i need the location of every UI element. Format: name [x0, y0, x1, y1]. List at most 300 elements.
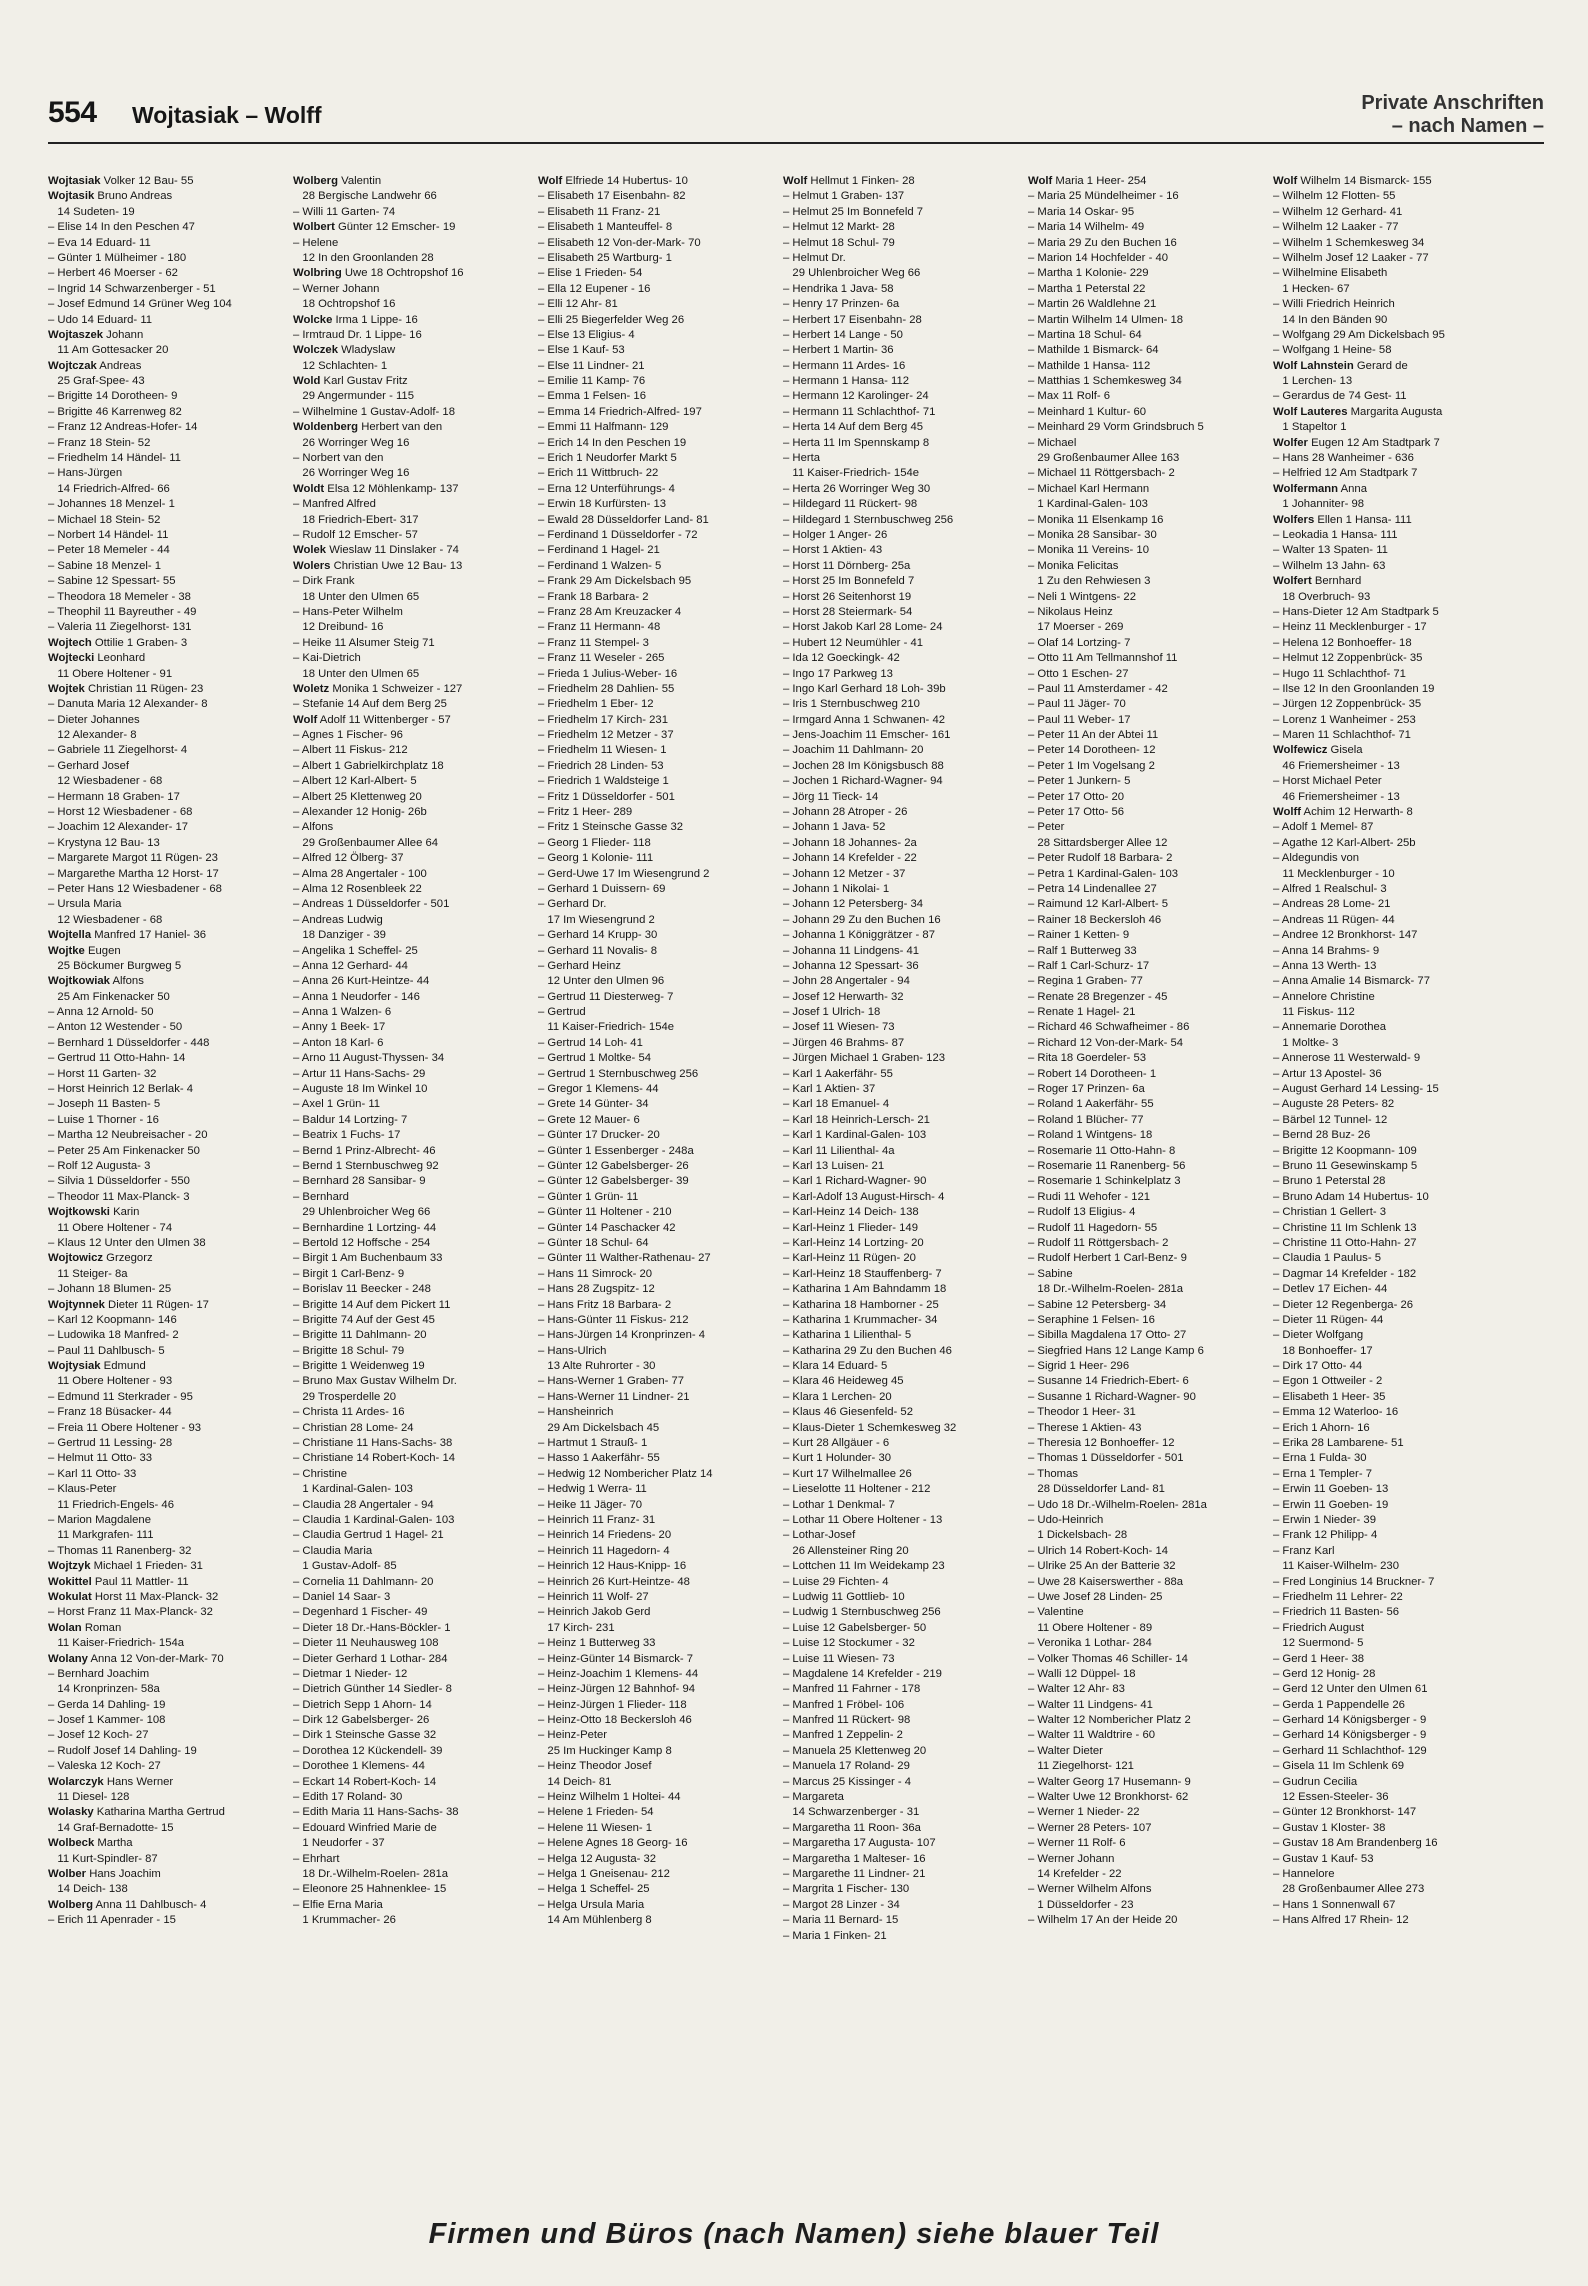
directory-entry: [1028, 466, 1268, 481]
directory-entry: [1028, 282, 1268, 297]
entry-details: – Anton 12 Westender - 50: [48, 1021, 183, 1034]
entry-details: – Silvia 1 Düsseldorfer - 550: [48, 1175, 190, 1188]
entry-details: – Magdalene 14 Krefelder - 219: [783, 1667, 942, 1680]
entry-details: – Renate 28 Bregenzer - 45: [1028, 990, 1168, 1003]
entry-details: – Annemarie Dorothea: [1273, 1021, 1387, 1034]
entry-surname: Wolasky: [48, 1806, 94, 1819]
entry-details: – Hermann 12 Karolinger- 24: [783, 390, 929, 403]
directory-entry: [538, 1682, 778, 1697]
entry-details: – Mathilde 1 Bismarck- 64: [1028, 344, 1159, 357]
directory-entry: [538, 1436, 778, 1451]
directory-entry: [538, 297, 778, 312]
entry-details: – Martin Wilhelm 14 Ulmen- 18: [1028, 313, 1184, 326]
directory-entry: [783, 713, 1023, 728]
directory-entry: [783, 1836, 1023, 1851]
directory-entry: [538, 682, 778, 697]
entry-details: – Johann 1 Java- 52: [783, 821, 886, 834]
section-title: [1361, 92, 1544, 138]
entry-details: – Katharina 1 Lilienthal- 5: [783, 1329, 912, 1342]
entry-details: – Gerhard 1 Duissern- 69: [538, 882, 666, 895]
entry-details: – Friedhelm 28 Dahlien- 55: [538, 682, 675, 695]
entry-details: – Rita 18 Goerdeler- 53: [1028, 1052, 1147, 1065]
directory-entry: [293, 820, 533, 835]
directory-entry: [1028, 867, 1268, 882]
entry-details: Grzegorz: [103, 1252, 153, 1265]
directory-entry: [1028, 1328, 1268, 1343]
directory-entry: [1028, 974, 1268, 989]
directory-entry: [783, 1174, 1023, 1189]
directory-entry: [293, 1728, 533, 1743]
directory-entry: [1273, 774, 1513, 789]
directory-entry: [293, 1451, 533, 1466]
entry-details: – Werner 28 Peters- 107: [1028, 1821, 1152, 1834]
entry-details: – Brigitte 74 Auf der Gest 45: [293, 1313, 435, 1326]
directory-entry: [783, 928, 1023, 943]
directory-entry: [293, 651, 533, 666]
directory-entry: [1273, 1036, 1513, 1051]
entry-details: 14 Schwarzenberger - 31: [783, 1806, 920, 1819]
directory-entry: [1273, 1559, 1513, 1574]
directory-entry: [1273, 1682, 1513, 1697]
entry-details: – Helmut 12 Markt- 28: [783, 221, 895, 234]
directory-entry: [1273, 466, 1513, 481]
entry-details: – Alfons: [293, 821, 334, 834]
entry-details: – Klaus 46 Giesenfeld- 52: [783, 1406, 913, 1419]
directory-entry: [48, 1744, 288, 1759]
entry-details: – Peter 25 Am Finkenacker 50: [48, 1144, 200, 1157]
entry-details: – Horst 1 Aktien- 43: [783, 544, 883, 557]
entry-details: – Gerardus de 74 Gest- 11: [1273, 390, 1407, 403]
directory-entry: [1273, 1067, 1513, 1082]
directory-entry: [538, 1282, 778, 1297]
entry-details: Andreas: [96, 359, 142, 372]
entry-details: Leonhard: [94, 652, 146, 665]
directory-entry: [783, 1898, 1023, 1913]
directory-entry: [48, 1790, 288, 1805]
entry-details: – Claudia Gertrud 1 Hagel- 21: [293, 1529, 444, 1542]
entry-details: – Margarethe 11 Lindner- 21: [783, 1867, 926, 1880]
entry-details: – Valeska 12 Koch- 27: [48, 1760, 161, 1773]
entry-details: Elsa 12 Möhlenkamp- 137: [324, 482, 459, 495]
directory-entry: [1028, 1159, 1268, 1174]
entry-details: – Ingo Karl Gerhard 18 Loh- 39b: [783, 682, 946, 695]
entry-details: – Margarethe Martha 12 Horst- 17: [48, 867, 219, 880]
directory-entry: [48, 297, 288, 312]
directory-entry: [783, 1467, 1023, 1482]
directory-entry: [293, 205, 533, 220]
entry-details: – Alfred 1 Realschul- 3: [1273, 882, 1387, 895]
entry-details: – Dorothee 1 Klemens- 44: [293, 1760, 425, 1773]
directory-entry: [1028, 928, 1268, 943]
directory-entry: [538, 1405, 778, 1420]
entry-details: – Roger 17 Prinzen- 6a: [1028, 1083, 1145, 1096]
entry-details: – Hedwig 1 Werra- 11: [538, 1483, 647, 1496]
directory-entry: [1273, 1097, 1513, 1112]
entry-details: – Bernhardine 1 Lortzing- 44: [293, 1221, 437, 1234]
directory-entry: [48, 1836, 288, 1851]
directory-entry: [1028, 559, 1268, 574]
directory-entry: [48, 1313, 288, 1328]
directory-entry: [293, 1020, 533, 1035]
entry-details: – Karl-Heinz 18 Stauffenberg- 7: [783, 1267, 942, 1280]
directory-entry: [48, 1698, 288, 1713]
directory-entry: [1273, 1298, 1513, 1313]
directory-entry: [293, 236, 533, 251]
entry-details: – Thomas: [1028, 1467, 1079, 1480]
directory-entry: [783, 1698, 1023, 1713]
directory-entry: [538, 1821, 778, 1836]
directory-entry: [48, 1451, 288, 1466]
directory-entry: [48, 1328, 288, 1343]
entry-details: 46 Friemersheimer - 13: [1273, 790, 1400, 803]
directory-entry: [1028, 1405, 1268, 1420]
directory-entry: [1028, 1728, 1268, 1743]
directory-entry: [1273, 1513, 1513, 1528]
directory-entry: [48, 1713, 288, 1728]
entry-details: – Günter 1 Grün- 11: [538, 1190, 639, 1203]
directory-entry: [538, 636, 778, 651]
entry-details: – Bernhard 28 Sansibar- 9: [293, 1175, 426, 1188]
directory-entry: [783, 574, 1023, 589]
entry-details: 11 Obere Holtener - 91: [48, 667, 173, 680]
entry-details: 12 Dreibund- 16: [293, 621, 384, 634]
entry-details: – Hermann 11 Schlachthof- 71: [783, 405, 936, 418]
entry-details: – Rolf 12 Augusta- 3: [48, 1160, 151, 1172]
directory-entry: [48, 1236, 288, 1251]
directory-entry: [293, 1067, 533, 1082]
directory-entry: [293, 359, 533, 374]
directory-entry: [538, 1775, 778, 1790]
entry-details: – Gerhard 14 Krupp- 30: [538, 929, 658, 942]
entry-details: Gisela: [1327, 744, 1363, 757]
directory-entry: [48, 1205, 288, 1220]
directory-entry: [293, 974, 533, 989]
directory-entry: [293, 1867, 533, 1882]
directory-entry: [538, 220, 778, 235]
directory-entry: [48, 605, 288, 620]
directory-entry: [783, 1221, 1023, 1236]
entry-details: Roman: [81, 1621, 122, 1634]
entry-details: 12 In den Groonlanden 28: [293, 251, 434, 264]
entry-details: – Roland 1 Blücher- 77: [1028, 1113, 1144, 1126]
entry-details: – Johanna 12 Spessart- 36: [783, 959, 919, 972]
entry-details: – Dieter Gerhard 1 Lothar- 284: [293, 1652, 448, 1665]
entry-details: – Jürgen Michael 1 Graben- 123: [783, 1052, 946, 1065]
directory-entry: [538, 282, 778, 297]
entry-details: 11 Fiskus- 112: [1273, 1006, 1355, 1019]
entry-surname: Wojtek: [48, 682, 85, 695]
directory-entry: [293, 1313, 533, 1328]
directory-entry: [293, 1513, 533, 1528]
entry-details: – Therese 1 Aktien- 43: [1028, 1421, 1142, 1434]
directory-entry: [783, 1051, 1023, 1066]
entry-details: – Rudolf 11 Röttgersbach- 2: [1028, 1236, 1169, 1249]
entry-details: – Leokadia 1 Hansa- 111: [1273, 528, 1398, 541]
directory-entry: [783, 359, 1023, 374]
directory-entry: [538, 1159, 778, 1174]
directory-entry: [1273, 1390, 1513, 1405]
directory-entry: [1273, 1528, 1513, 1543]
entry-details: – Albert 1 Gabrielkirchplatz 18: [293, 759, 444, 772]
directory-entry: [1028, 1144, 1268, 1159]
entry-surname: Wolcke: [293, 313, 333, 326]
entry-details: 12 Suermond- 5: [1273, 1637, 1364, 1650]
directory-entry: [783, 882, 1023, 897]
directory-entry: [1273, 1605, 1513, 1620]
directory-entry: [48, 774, 288, 789]
directory-entry: [538, 1313, 778, 1328]
entry-details: – Anna 26 Kurt-Heintze- 44: [293, 975, 430, 988]
directory-entry: [1028, 1528, 1268, 1543]
entry-surname: Wojtysiak: [48, 1360, 101, 1373]
directory-entry: [1273, 174, 1513, 189]
entry-details: 11 Diesel- 128: [48, 1791, 130, 1804]
directory-entry: [293, 1698, 533, 1713]
directory-entry: [1273, 328, 1513, 343]
entry-details: – Luise 1 Thorner - 16: [48, 1113, 159, 1126]
directory-entry: [783, 1067, 1023, 1082]
directory-entry: [48, 897, 288, 912]
entry-details: – Emilie 11 Kamp- 76: [538, 375, 646, 388]
entry-surname: Wojtke: [48, 944, 85, 957]
entry-details: 11 Obere Holtener - 93: [48, 1375, 173, 1388]
entry-details: 17 Im Wiesengrund 2: [538, 913, 655, 926]
entry-details: – Hermann 18 Graben- 17: [48, 790, 180, 803]
directory-entry: [538, 713, 778, 728]
directory-entry: [783, 1590, 1023, 1605]
directory-entry: [1273, 851, 1513, 866]
directory-entry: [48, 1190, 288, 1205]
entry-details: – Maren 11 Schlachthof- 71: [1273, 729, 1411, 742]
directory-entry: [538, 1544, 778, 1559]
directory-entry: [48, 513, 288, 528]
entry-surname: Wojtynnek: [48, 1298, 105, 1311]
entry-details: – Kurt 17 Wilhelmallee 26: [783, 1467, 912, 1480]
directory-entry: [48, 1805, 288, 1820]
directory-entry: [538, 1867, 778, 1882]
directory-entry: [1028, 774, 1268, 789]
directory-entry: [1028, 1744, 1268, 1759]
entry-details: – Elisabeth 12 Von-der-Mark- 70: [538, 236, 701, 249]
entry-details: – Margrita 1 Fischer- 130: [783, 1883, 910, 1896]
directory-entry: [1273, 236, 1513, 251]
entry-details: – Hans 28 Wanheimer - 636: [1273, 452, 1414, 465]
directory-entry: [538, 1575, 778, 1590]
directory-entry: [538, 1528, 778, 1543]
entry-details: – Karl 1 Kardinal-Galen- 103: [783, 1129, 927, 1142]
directory-entry: [783, 1344, 1023, 1359]
directory-entry: [538, 667, 778, 682]
entry-details: – Martina 18 Schul- 64: [1028, 328, 1142, 341]
entry-details: – Sibilla Magdalena 17 Otto- 27: [1028, 1329, 1187, 1342]
directory-entry: [1028, 682, 1268, 697]
entry-details: – Roland 1 Aakerfähr- 55: [1028, 1098, 1154, 1111]
directory-entry: [783, 1298, 1023, 1313]
directory-entry: [293, 697, 533, 712]
directory-entry: [783, 851, 1023, 866]
directory-entry: [293, 1882, 533, 1897]
entry-details: – Gerhard Dr.: [538, 898, 607, 911]
directory-entry: [1273, 605, 1513, 620]
entry-details: – Peter 11 An der Abtei 11: [1028, 729, 1159, 742]
directory-entry: [1273, 1020, 1513, 1035]
directory-entry: [293, 1790, 533, 1805]
entry-details: – Eva 14 Eduard- 11: [48, 236, 151, 249]
directory-entry: [783, 1621, 1023, 1636]
directory-entry: [1028, 697, 1268, 712]
directory-entry: [538, 1467, 778, 1482]
entry-details: – Ulrich 14 Robert-Koch- 14: [1028, 1544, 1169, 1557]
directory-entry: [1273, 1805, 1513, 1820]
directory-entry: [538, 1805, 778, 1820]
directory-entry: [538, 1344, 778, 1359]
entry-details: 1 Gustav-Adolf- 85: [293, 1560, 397, 1573]
directory-entry: [783, 1528, 1023, 1543]
directory-entry: [48, 1498, 288, 1513]
directory-entry: [293, 1236, 533, 1251]
entry-surname: Wolf: [538, 175, 563, 187]
directory-entry: [1273, 1421, 1513, 1436]
directory-entry: [293, 713, 533, 728]
directory-entry: [1273, 620, 1513, 635]
entry-details: – Horst Franz 11 Max-Planck- 32: [48, 1606, 213, 1619]
directory-entry: [538, 497, 778, 512]
directory-entry: [783, 1328, 1023, 1343]
directory-entry: [1028, 266, 1268, 281]
directory-entry: [48, 343, 288, 358]
directory-entry: [293, 805, 533, 820]
directory-entry: [1028, 897, 1268, 912]
directory-entry: [538, 1498, 778, 1513]
entry-details: – Neli 1 Wintgens- 22: [1028, 590, 1136, 603]
directory-entry: [1028, 1682, 1268, 1697]
directory-entry: [1028, 251, 1268, 266]
entry-details: – Aldegundis von: [1273, 852, 1360, 865]
entry-details: – Maria 29 Zu den Buchen 16: [1028, 236, 1177, 249]
directory-entry: [783, 1852, 1023, 1867]
entry-details: – Alma 12 Rosenbleek 22: [293, 882, 422, 895]
entry-details: Margarita Augusta: [1347, 405, 1443, 418]
entry-details: – Peter 17 Otto- 20: [1028, 790, 1125, 803]
directory-entry: [293, 1190, 533, 1205]
entry-surname: Wojtecki: [48, 652, 95, 665]
entry-details: – Theodor 1 Heer- 31: [1028, 1406, 1136, 1419]
entry-details: – Peter Rudolf 18 Barbara- 2: [1028, 852, 1173, 865]
directory-entry: [538, 974, 778, 989]
directory-entry: [1273, 728, 1513, 743]
directory-entry: [48, 389, 288, 404]
directory-entry: [293, 1144, 533, 1159]
entry-details: – Alfred 12 Ölberg- 37: [293, 852, 404, 865]
entry-details: Gerard de: [1353, 359, 1408, 372]
directory-entry: [293, 374, 533, 389]
directory-entry: [1028, 651, 1268, 666]
entry-details: – Udo 14 Eduard- 11: [48, 313, 153, 326]
entry-details: – Franz Karl: [1273, 1544, 1335, 1557]
entry-details: – Irmtraud Dr. 1 Lippe- 16: [293, 328, 422, 341]
entry-details: – Ida 12 Goeckingk- 42: [783, 652, 900, 665]
entry-details: Anna: [1338, 482, 1367, 495]
directory-entry: [1028, 328, 1268, 343]
directory-entry: [293, 1852, 533, 1867]
directory-entry: [783, 697, 1023, 712]
directory-entry: [48, 1775, 288, 1790]
entry-details: – Helene Agnes 18 Georg- 16: [538, 1837, 688, 1850]
entry-details: – Günter 18 Schul- 64: [538, 1236, 649, 1249]
entry-details: – Annerose 11 Westerwald- 9: [1273, 1052, 1421, 1065]
entry-details: – Manfred 11 Fahrner - 178: [783, 1683, 921, 1696]
entry-details: 11 Obere Holtener - 74: [48, 1221, 173, 1234]
entry-details: – Günter 12 Gabelsberger- 26: [538, 1160, 689, 1172]
entry-details: – Rudolf 11 Hagedorn- 55: [1028, 1221, 1158, 1234]
entry-details: – Mathilde 1 Hansa- 112: [1028, 359, 1151, 372]
entry-details: – Ralf 1 Butterweg 33: [1028, 944, 1137, 957]
directory-entry: [293, 1051, 533, 1066]
entry-details: – Helene 1 Frieden- 54: [538, 1806, 654, 1819]
directory-entry: [1273, 913, 1513, 928]
entry-details: – Claudia 1 Kardinal-Galen- 103: [293, 1513, 455, 1526]
directory-entry: [1273, 1759, 1513, 1774]
entry-details: – Günter 12 Gabelsberger- 39: [538, 1175, 689, 1188]
directory-entry: [538, 1174, 778, 1189]
directory-entry: [1273, 1898, 1513, 1913]
entry-details: – Theophil 11 Bayreuther - 49: [48, 605, 197, 618]
entry-details: – Olaf 14 Lortzing- 7: [1028, 636, 1131, 649]
entry-details: – Herta: [783, 452, 821, 465]
entry-details: – Birgit 1 Am Buchenbaum 33: [293, 1252, 443, 1265]
directory-entry: [1273, 251, 1513, 266]
entry-surname: Woletz: [293, 682, 330, 695]
directory-entry: [48, 251, 288, 266]
directory-entry: [293, 1821, 533, 1836]
entry-details: – Anna 12 Gerhard- 44: [293, 959, 408, 972]
entry-details: – Karl 11 Lilienthal- 4a: [783, 1144, 895, 1157]
entry-details: – Martha 1 Peterstal 22: [1028, 282, 1146, 295]
entry-details: 29 Großenbaumer Allee 163: [1028, 452, 1180, 465]
directory-entry: [48, 1852, 288, 1867]
directory-entry: [538, 882, 778, 897]
directory-entry: [538, 1836, 778, 1851]
directory-entry: [48, 1667, 288, 1682]
directory-entry: [1028, 1205, 1268, 1220]
entry-details: – Karl-Heinz 14 Lortzing- 20: [783, 1236, 924, 1249]
directory-entry: [538, 1882, 778, 1897]
entry-details: – Werner 11 Rolf- 6: [1028, 1837, 1126, 1850]
directory-entry: [1028, 1605, 1268, 1620]
directory-entry: [1028, 1282, 1268, 1297]
directory-entry: [1273, 497, 1513, 512]
entry-details: 11 Obere Holtener - 89: [1028, 1621, 1153, 1634]
entry-details: – Petra 1 Kardinal-Galen- 103: [1028, 867, 1179, 880]
directory-entry: [1028, 1775, 1268, 1790]
directory-entry: [783, 1544, 1023, 1559]
entry-details: – Egon 1 Ottweiler - 2: [1273, 1375, 1383, 1388]
entry-details: – Helga 12 Augusta- 32: [538, 1852, 657, 1865]
entry-details: – Horst 11 Garten- 32: [48, 1067, 157, 1080]
directory-entry: [48, 743, 288, 758]
entry-details: – Susanne 1 Richard-Wagner- 90: [1028, 1390, 1196, 1403]
directory-entry: [1273, 1744, 1513, 1759]
entry-surname: Wokittel: [48, 1575, 92, 1588]
directory-entry: [783, 205, 1023, 220]
entry-details: – Andree 12 Bronkhorst- 147: [1273, 929, 1418, 942]
directory-entry: [293, 1498, 533, 1513]
entry-details: – Wilhelm 1 Schemkesweg 34: [1273, 236, 1425, 249]
entry-details: – Artur 11 Hans-Sachs- 29: [293, 1067, 426, 1080]
directory-entry: [1028, 1713, 1268, 1728]
directory-entry: [538, 1513, 778, 1528]
entry-details: – Emmi 11 Halfmann- 129: [538, 421, 669, 434]
